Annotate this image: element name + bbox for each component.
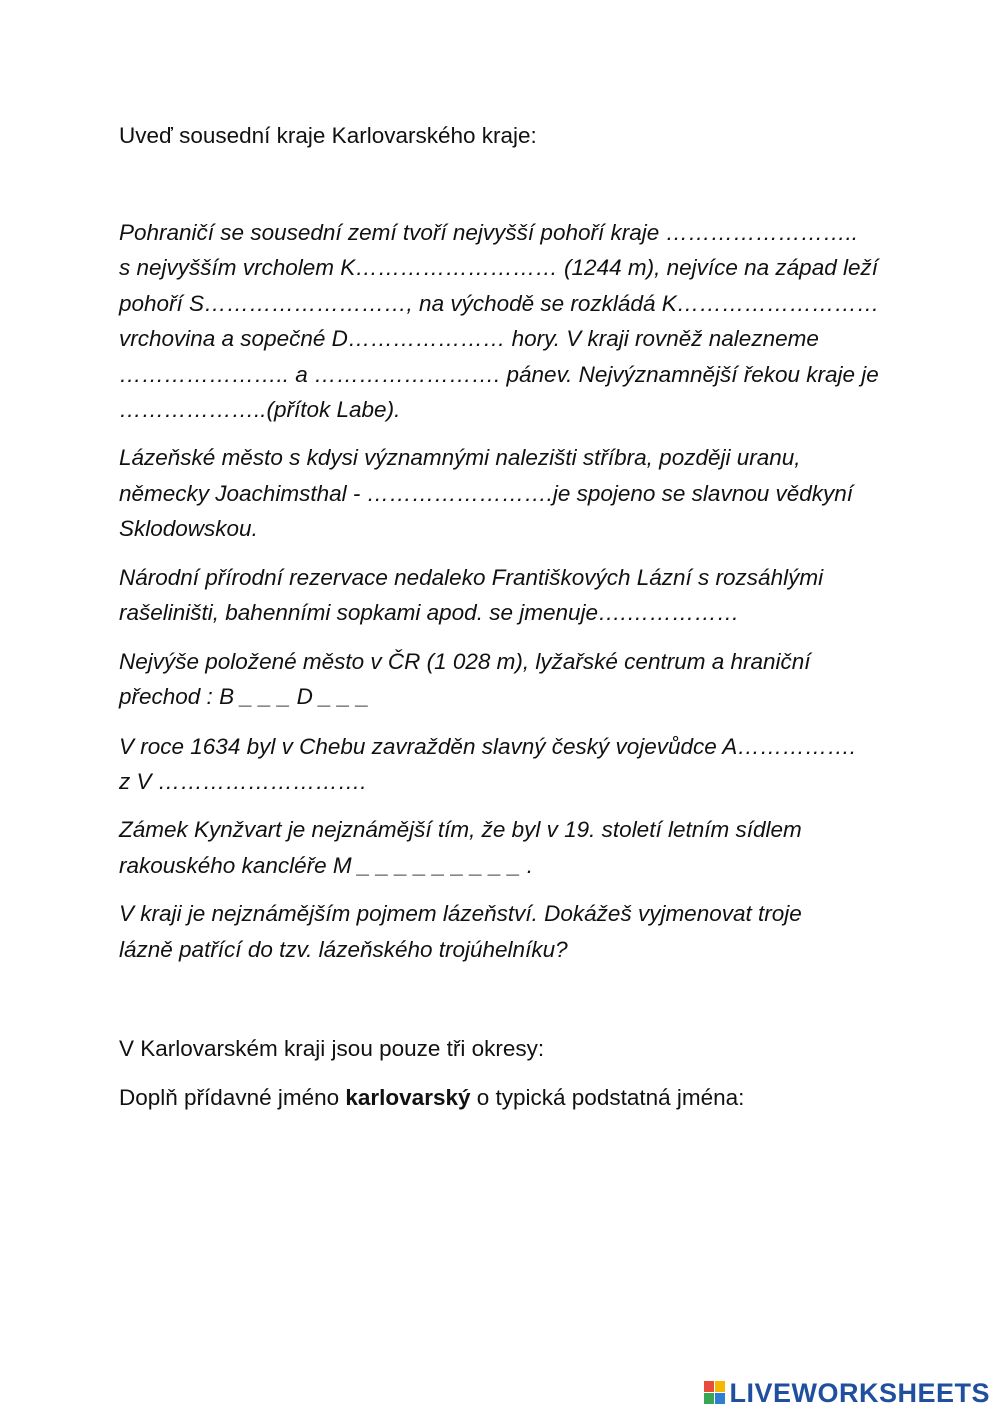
para1-line: ………………….. a ……………………. pánev. Nejvýznamnější řekou kraje je <box>119 362 879 387</box>
para3-line: Národní přírodní rezervace nedaleko Františkových Lázní s rozsáhlými <box>119 565 824 590</box>
heading-neighbors: Uveď sousední kraje Karlovarského kraje: <box>119 123 537 148</box>
para1-line: Pohraničí se sousední zemí tvoří nejvyšší pohoří kraje …………………….. <box>119 220 859 245</box>
para7-line: V kraji je nejznámějším pojmem lázeňství. Dokážeš vyjmenovat troje <box>119 901 802 926</box>
adjective-line-before: Doplň přídavné jméno <box>119 1085 346 1110</box>
para5-line: z V ………………………. <box>119 769 367 794</box>
para2-line: Sklodowskou. <box>119 516 258 541</box>
para1-line: ………………..(přítok Labe). <box>119 397 401 422</box>
para7-line: lázně patřící do tzv. lázeňského trojúhelníku? <box>119 937 568 962</box>
liveworksheets-logo <box>704 1378 990 1408</box>
para5-line: V roce 1634 byl v Chebu zavražděn slavný český vojevůdce A……………. <box>119 734 856 759</box>
para6-line: rakouského kancléře M _ _ _ _ _ _ _ _ _ . <box>119 853 533 878</box>
adjective-line-after: o typická podstatná jména: <box>470 1085 745 1110</box>
liveworksheets-logo-text: LIVEWORKSHEETS <box>729 1378 990 1408</box>
districts-line: V Karlovarském kraji jsou pouze tři okresy: <box>119 1036 545 1061</box>
para2-line: Lázeňské město s kdysi významnými nalezišti stříbra, později uranu, <box>119 445 801 470</box>
para2-line: německy Joachimsthal - …………………….je spojeno se slavnou vědkyní <box>119 481 854 506</box>
liveworksheets-mark-icon <box>704 1381 726 1405</box>
adjective-bold-word: karlovarský <box>345 1085 471 1110</box>
para1-line: pohoří S………………………, na východě se rozkládá K……………………… <box>119 291 880 316</box>
para6-line: Zámek Kynžvart je nejznámější tím, že byl v 19. století letním sídlem <box>119 817 802 842</box>
para1-line: s nejvyšším vrcholem K……………………… (1244 m), nejvíce na západ leží <box>119 255 878 280</box>
adjective-line <box>119 1080 744 1115</box>
para4-line: Nejvýše položené město v ČR (1 028 m), lyžařské centrum a hraniční <box>119 649 811 674</box>
para1-line: vrchovina a sopečné D………………… hory. V kraji rovněž nalezneme <box>119 326 819 351</box>
para4-line: přechod : B _ _ _ D _ _ _ <box>119 684 370 709</box>
para3-line: rašeliništi, bahenními sopkami apod. se jmenuje….…………… <box>119 600 740 625</box>
